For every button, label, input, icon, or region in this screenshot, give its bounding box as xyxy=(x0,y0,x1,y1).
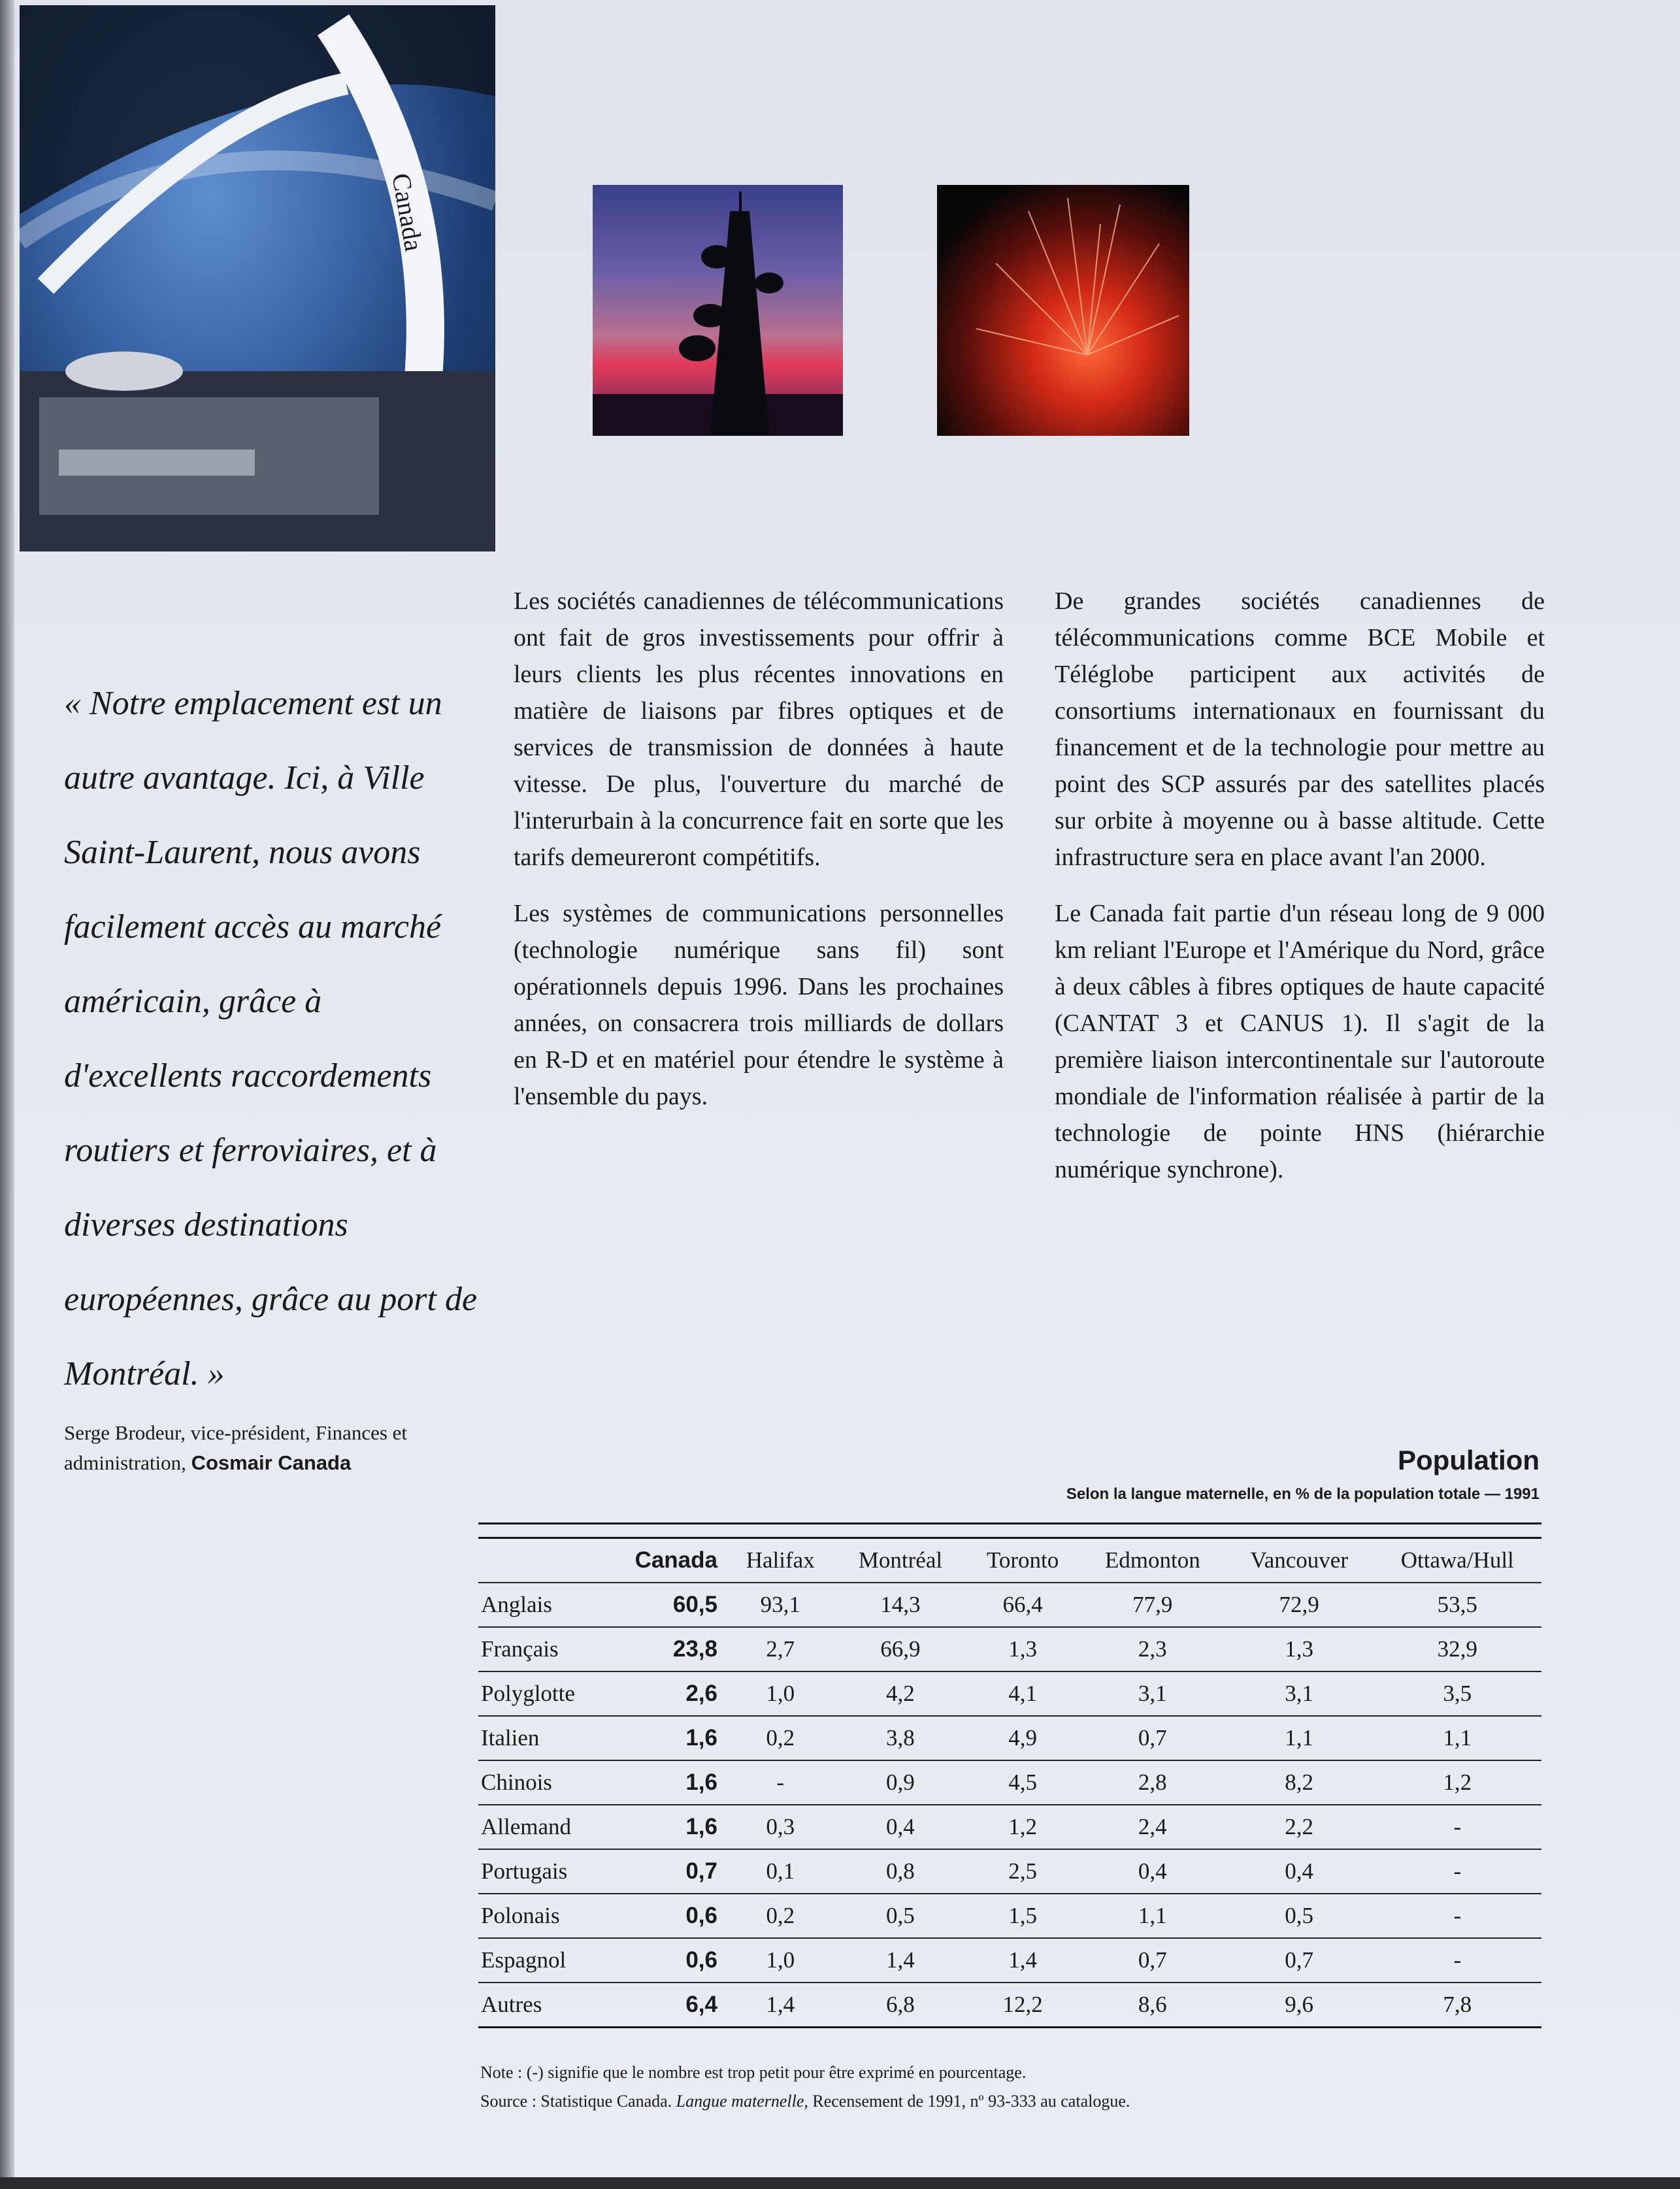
city-value-cell: - xyxy=(1374,1849,1541,1894)
city-value-cell: 6,8 xyxy=(835,1983,965,2028)
city-value-cell: - xyxy=(725,1760,835,1805)
body-column-right xyxy=(1055,583,1545,1208)
table-subtitle: Selon la langue maternelle, en % de la population totale — 1991 xyxy=(1066,1485,1540,1503)
table-header-row xyxy=(478,1538,1541,1583)
city-value-cell: 66,4 xyxy=(965,1583,1079,1627)
language-cell: Polyglotte xyxy=(478,1671,625,1716)
city-value-cell: 77,9 xyxy=(1080,1583,1225,1627)
city-value-cell: 1,5 xyxy=(965,1894,1079,1938)
city-value-cell: 0,9 xyxy=(835,1760,965,1805)
table-row xyxy=(478,1849,1541,1894)
city-value-cell: 1,0 xyxy=(725,1938,835,1983)
city-value-cell: 1,4 xyxy=(965,1938,1079,1983)
city-value-cell: - xyxy=(1374,1805,1541,1849)
table-row xyxy=(478,1760,1541,1805)
city-value-cell: 1,1 xyxy=(1374,1716,1541,1760)
city-value-cell: 4,1 xyxy=(965,1671,1079,1716)
city-value-cell: 0,3 xyxy=(725,1805,835,1849)
column-header: Edmonton xyxy=(1080,1538,1225,1583)
paragraph: Les sociétés canadiennes de télécommunications ont fait de gros investissements pour offrir à leurs clients les plus récentes innovations en matière de liaisons par fibres optiques et de services de transmission de données à haute vitesse. De plus, l'ouverture du marché de l'interurbain à la concurrence fait en sorte que les tarifs demeureront compétitifs. xyxy=(514,587,1004,871)
language-cell: Polonais xyxy=(478,1894,625,1938)
table-title: Population xyxy=(1398,1445,1540,1475)
language-cell: Allemand xyxy=(478,1805,625,1849)
city-value-cell: 0,8 xyxy=(835,1849,965,1894)
paragraph: De grandes sociétés canadiennes de télécommunications comme BCE Mobile et Téléglobe participent aux activités de consortiums internationaux en fournissant du financement et de la technologie pour mettre au point des SCP assurés par des satellites placés sur orbite à moyenne ou à basse altitude. Cette infrastructure sera en place avant l'an 2000. xyxy=(1055,587,1545,871)
city-value-cell: 8,6 xyxy=(1080,1983,1225,2028)
column-header: Vancouver xyxy=(1225,1538,1374,1583)
quote-company: Cosmair Canada xyxy=(191,1451,352,1474)
city-value-cell: 12,2 xyxy=(965,1983,1079,2028)
table-row xyxy=(478,1671,1541,1716)
city-value-cell: 1,4 xyxy=(725,1983,835,2028)
language-cell: Autres xyxy=(478,1983,625,2028)
city-value-cell: 3,1 xyxy=(1080,1671,1225,1716)
body-column-center xyxy=(514,583,1004,1134)
city-value-cell: 0,2 xyxy=(725,1716,835,1760)
city-value-cell: 0,4 xyxy=(1225,1849,1374,1894)
paragraph: Les systèmes de communications personnelles (technologie numérique sans fil) sont opérationnels depuis 1996. Dans les prochaines années, on consacrera trois milliards de dollars en R-D et en matériel pour étendre le système à l'ensemble du pays. xyxy=(514,900,1004,1110)
column-header: Ottawa/Hull xyxy=(1374,1538,1541,1583)
table-row xyxy=(478,1983,1541,2028)
city-value-cell: 2,8 xyxy=(1080,1760,1225,1805)
optical-fiber-photo xyxy=(937,185,1189,436)
city-value-cell: 1,2 xyxy=(1374,1760,1541,1805)
canada-value-cell: 0,7 xyxy=(625,1849,725,1894)
city-value-cell: 0,7 xyxy=(1225,1938,1374,1983)
language-cell: Italien xyxy=(478,1716,625,1760)
table-row xyxy=(478,1583,1541,1627)
table-row xyxy=(478,1716,1541,1760)
page-bottom-edge xyxy=(0,2177,1680,2189)
quote-credit xyxy=(64,1418,482,1478)
city-value-cell: 1,3 xyxy=(965,1627,1079,1671)
source-publication: Langue maternelle, xyxy=(676,2092,808,2111)
canada-arm-label: Canada xyxy=(386,171,429,254)
language-cell: Anglais xyxy=(478,1583,625,1627)
table-top-rule xyxy=(478,1522,1541,1532)
city-value-cell: 9,6 xyxy=(1225,1983,1374,2028)
city-value-cell: 1,4 xyxy=(835,1938,965,1983)
table-row xyxy=(478,1938,1541,1983)
column-header: Halifax xyxy=(725,1538,835,1583)
language-cell: Français xyxy=(478,1627,625,1671)
table-row xyxy=(478,1894,1541,1938)
column-header xyxy=(478,1538,625,1583)
pull-quote: « Notre emplacement est un autre avantage. Ici, à Ville Saint-Laurent, nous avons facilement accès au marché américain, grâce à d'excellents raccordements routiers et ferroviaires, et à diverses destinations européennes, grâce au port de Montréal. » xyxy=(64,685,478,1392)
quote-author: Serge Brodeur, vice-président, Finances et administration, xyxy=(64,1421,408,1474)
table-notes xyxy=(480,2058,1526,2116)
city-value-cell: 1,1 xyxy=(1225,1716,1374,1760)
canada-value-cell: 0,6 xyxy=(625,1938,725,1983)
city-value-cell: 8,2 xyxy=(1225,1760,1374,1805)
language-cell: Chinois xyxy=(478,1760,625,1805)
city-value-cell: 2,7 xyxy=(725,1627,835,1671)
canada-value-cell: 0,6 xyxy=(625,1894,725,1938)
city-value-cell: 93,1 xyxy=(725,1583,835,1627)
city-value-cell: 1,0 xyxy=(725,1671,835,1716)
city-value-cell: 2,2 xyxy=(1225,1805,1374,1849)
city-value-cell: 2,3 xyxy=(1080,1627,1225,1671)
city-value-cell: 66,9 xyxy=(835,1627,965,1671)
canada-value-cell: 1,6 xyxy=(625,1760,725,1805)
city-value-cell: 32,9 xyxy=(1374,1627,1541,1671)
canada-value-cell: 1,6 xyxy=(625,1805,725,1849)
city-value-cell: 1,2 xyxy=(965,1805,1079,1849)
city-value-cell: 2,5 xyxy=(965,1849,1079,1894)
city-value-cell: 0,4 xyxy=(1080,1849,1225,1894)
city-value-cell: 4,9 xyxy=(965,1716,1079,1760)
city-value-cell: 0,5 xyxy=(835,1894,965,1938)
city-value-cell: 14,3 xyxy=(835,1583,965,1627)
table-row xyxy=(478,1805,1541,1849)
column-header-canada: Canada xyxy=(625,1538,725,1583)
language-cell: Espagnol xyxy=(478,1938,625,1983)
antenna-tower-photo xyxy=(593,185,843,436)
source-prefix: Source : Statistique Canada. xyxy=(480,2092,672,2111)
city-value-cell: 7,8 xyxy=(1374,1983,1541,2028)
city-value-cell: 1,1 xyxy=(1080,1894,1225,1938)
population-table xyxy=(478,1537,1541,2028)
space-shuttle-photo xyxy=(20,5,495,551)
canada-value-cell: 60,5 xyxy=(625,1583,725,1627)
city-value-cell: 53,5 xyxy=(1374,1583,1541,1627)
table-note: Note : (-) signifie que le nombre est trop petit pour être exprimé en pourcentage. xyxy=(480,2063,1027,2082)
antenna-tower-illustration xyxy=(593,185,843,436)
paragraph: Le Canada fait partie d'un réseau long de 9 000 km reliant l'Europe et l'Amérique du Nord, grâce à deux câbles à fibres optiques de haute capacité (CANTAT 3 et CANUS 1). Il s'agit de la première liaison intercontinentale sur l'autoroute mondiale de l'information réalisée à partir de la technologie de pointe HNS (hiérarchie numérique synchrone). xyxy=(1055,900,1545,1183)
city-value-cell: 0,1 xyxy=(725,1849,835,1894)
city-value-cell: 1,3 xyxy=(1225,1627,1374,1671)
canada-value-cell: 1,6 xyxy=(625,1716,725,1760)
city-value-cell: - xyxy=(1374,1938,1541,1983)
space-shuttle-illustration xyxy=(20,5,495,551)
source-suffix: Recensement de 1991, nº 93-333 au catalogue. xyxy=(812,2092,1130,2111)
column-header: Toronto xyxy=(965,1538,1079,1583)
canada-value-cell: 23,8 xyxy=(625,1627,725,1671)
canada-value-cell: 2,6 xyxy=(625,1671,725,1716)
city-value-cell: - xyxy=(1374,1894,1541,1938)
city-value-cell: 4,2 xyxy=(835,1671,965,1716)
city-value-cell: 4,5 xyxy=(965,1760,1079,1805)
table-source xyxy=(480,2087,1526,2116)
canada-value-cell: 6,4 xyxy=(625,1983,725,2028)
city-value-cell: 3,8 xyxy=(835,1716,965,1760)
page-edge xyxy=(0,0,14,2189)
city-value-cell: 0,7 xyxy=(1080,1938,1225,1983)
language-cell: Portugais xyxy=(478,1849,625,1894)
table-row xyxy=(478,1627,1541,1671)
city-value-cell: 2,4 xyxy=(1080,1805,1225,1849)
city-value-cell: 0,7 xyxy=(1080,1716,1225,1760)
city-value-cell: 0,2 xyxy=(725,1894,835,1938)
city-value-cell: 3,5 xyxy=(1374,1671,1541,1716)
city-value-cell: 72,9 xyxy=(1225,1583,1374,1627)
city-value-cell: 3,1 xyxy=(1225,1671,1374,1716)
city-value-cell: 0,5 xyxy=(1225,1894,1374,1938)
city-value-cell: 0,4 xyxy=(835,1805,965,1849)
column-header: Montréal xyxy=(835,1538,965,1583)
optical-fiber-illustration xyxy=(937,185,1189,436)
